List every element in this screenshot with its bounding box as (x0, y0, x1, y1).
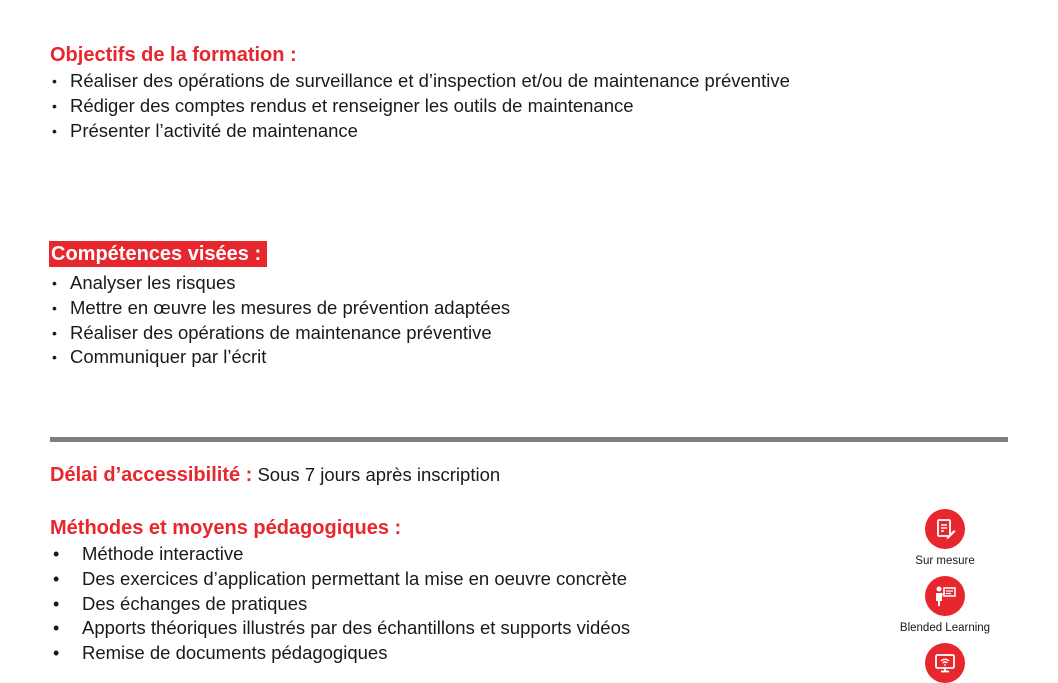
methodes-list (50, 542, 630, 666)
badge-monitor (885, 643, 1005, 683)
list-item: • Réaliser des opérations de maintenance préventive (50, 321, 510, 346)
list-item: • Des échanges de pratiques (50, 592, 630, 617)
list-item: • Mettre en œuvre les mesures de prévention adaptées (50, 296, 510, 321)
monitor-wifi-icon (925, 643, 965, 683)
badge-sur-mesure (885, 509, 1005, 567)
delai-value: Sous 7 jours après inscription (257, 464, 501, 485)
delai-line (50, 464, 500, 487)
badge-blended-learning (885, 576, 1005, 634)
badge-caption: Sur mesure (915, 555, 975, 567)
document-pen-icon (925, 509, 965, 549)
methodes-heading: Méthodes et moyens pédagogiques : (50, 517, 402, 539)
delai-label: Délai d’accessibilité : (50, 464, 253, 486)
list-item: • Méthode interactive (50, 542, 630, 567)
presenter-board-icon (925, 576, 965, 616)
list-item: • Analyser les risques (50, 271, 510, 296)
list-item: • Réaliser des opérations de surveillance et d’inspection et/ou de maintenance préventive (50, 69, 790, 94)
list-item: • Des exercices d’application permettant la mise en oeuvre concrète (50, 567, 630, 592)
list-item: • Rédiger des comptes rendus et renseigner les outils de maintenance (50, 94, 790, 119)
section-divider (50, 437, 1008, 442)
list-item: • Apports théoriques illustrés par des échantillons et supports vidéos (50, 616, 630, 641)
list-item: • Remise de documents pédagogiques (50, 641, 630, 666)
competences-list (50, 271, 510, 370)
badge-caption: Blended Learning (899, 622, 991, 634)
competences-heading: Compétences visées : (49, 241, 267, 267)
list-item: • Communiquer par l’écrit (50, 345, 510, 370)
objectifs-heading: Objectifs de la formation : (50, 44, 297, 66)
list-item: • Présenter l’activité de maintenance (50, 119, 790, 144)
objectifs-list (50, 69, 790, 143)
